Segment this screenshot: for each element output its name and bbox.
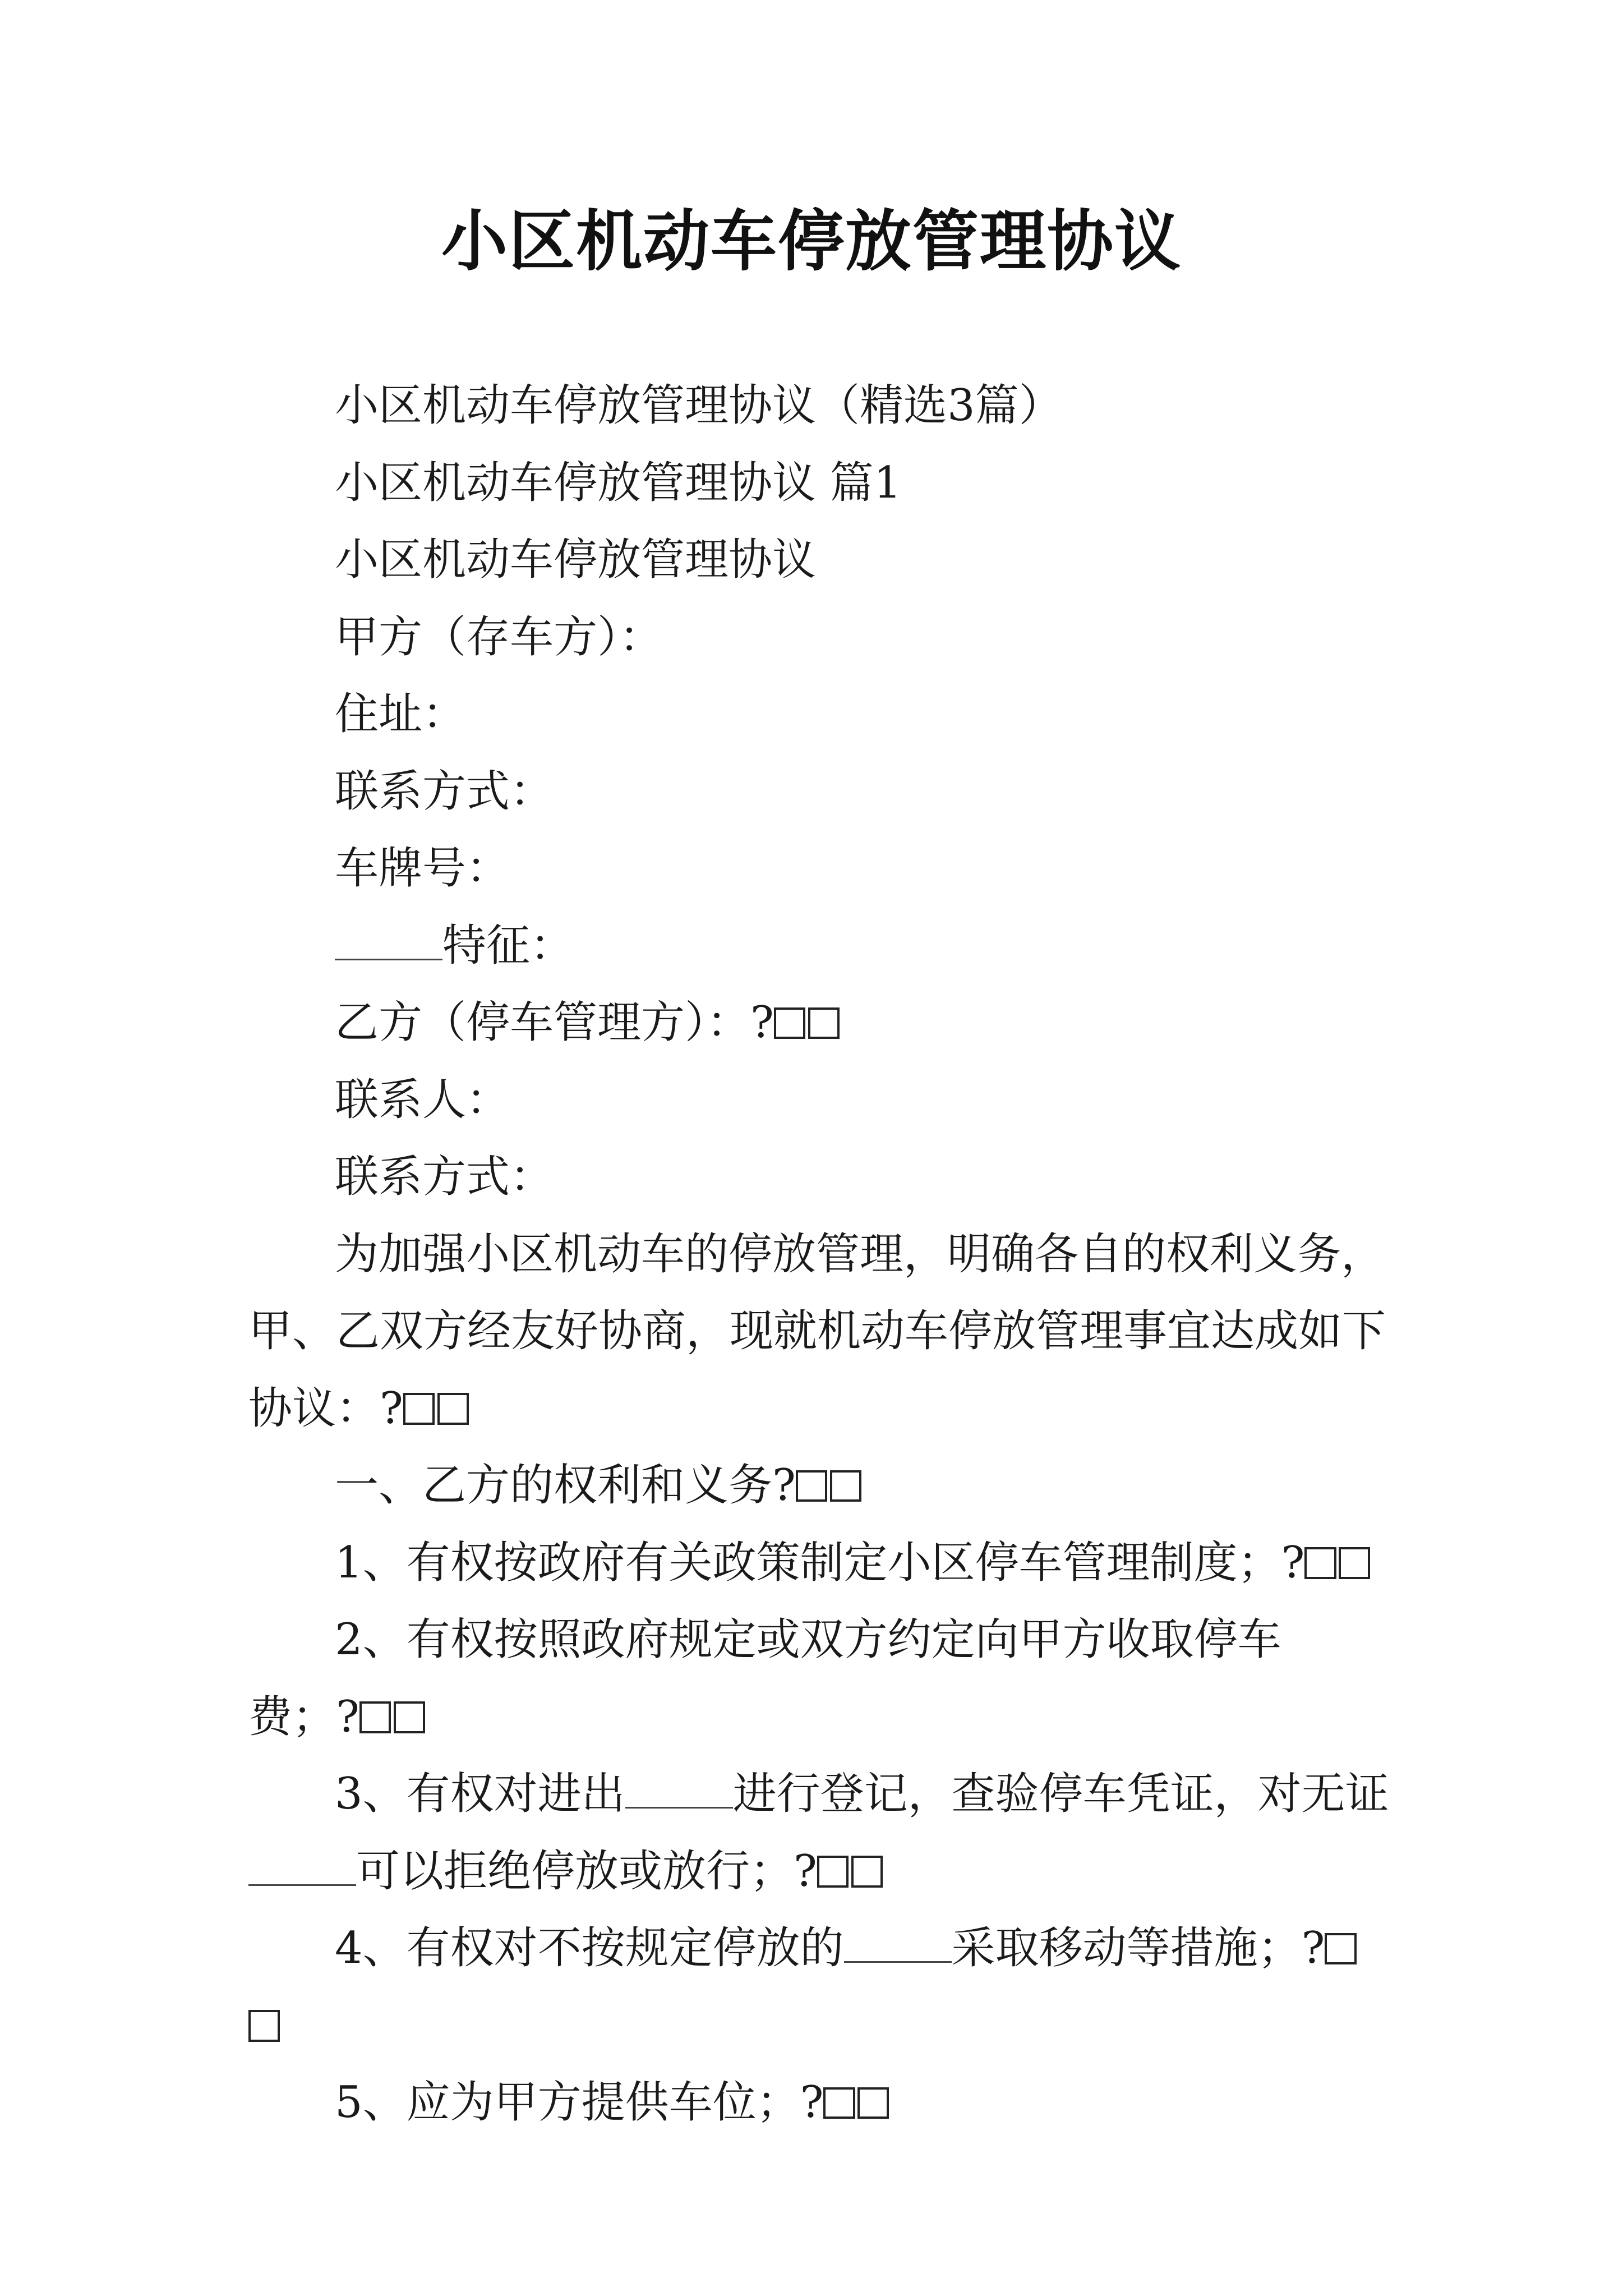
document-title: 小区机动车停放管理协议 [441, 202, 1182, 280]
paragraph-text: 住址： [335, 689, 467, 739]
paragraph-item-5 [248, 2064, 1390, 2142]
paragraph-clause-1-heading [248, 1447, 1390, 1525]
paragraph-preamble [248, 1216, 1390, 1448]
document-body [0, 367, 1623, 2142]
fill-in-blank [335, 915, 442, 960]
paragraph-party-b-person [248, 1062, 1390, 1139]
missing-glyph-box [817, 1856, 849, 1887]
paragraph-item-4 [248, 1910, 1390, 2064]
paragraph-text: 1、有权按政府有关政策制定小区停车管理制度；? [335, 1537, 1305, 1588]
paragraph-item-2 [248, 1602, 1390, 1756]
paragraph-text: 联系方式： [335, 1152, 554, 1202]
paragraph-text: 联系人： [335, 1074, 510, 1125]
paragraph-text: 4、有权对不按规定停放的 [335, 1923, 844, 1973]
missing-glyph-box [796, 1470, 827, 1502]
missing-glyph-box [830, 1470, 861, 1502]
missing-glyph-box [1339, 1547, 1370, 1579]
missing-glyph-box [1325, 1933, 1356, 1964]
missing-glyph-box [248, 2010, 280, 2041]
missing-glyph-box [857, 2087, 889, 2119]
fill-in-blank [844, 1917, 952, 1963]
paragraph-text: 小区机动车停放管理协议 篇1 [335, 457, 902, 508]
paragraph-text: 联系方式： [335, 766, 554, 817]
paragraph-item-3 [248, 1756, 1390, 1910]
paragraph-text: 乙方（停车管理方）：? [335, 997, 774, 1048]
paragraph-item-1 [248, 1525, 1390, 1602]
paragraph-party-a-address [248, 676, 1390, 753]
paragraph-vehicle-feature [248, 908, 1390, 985]
paragraph-text: 5、应为甲方提供车位；? [335, 2077, 824, 2128]
missing-glyph-box [774, 1007, 805, 1039]
missing-glyph-box [851, 1856, 883, 1887]
paragraph-agreement-name [248, 522, 1390, 599]
paragraph-party-a-contact [248, 753, 1390, 831]
paragraph-subtitle [248, 367, 1390, 445]
paragraph-text: 一、乙方的权利和义务? [335, 1460, 796, 1511]
missing-glyph-box [359, 1701, 391, 1733]
missing-glyph-box [394, 1701, 425, 1733]
missing-glyph-box [823, 2087, 855, 2119]
paragraph-text: 采取移动等措施；? [951, 1923, 1325, 1973]
missing-glyph-box [808, 1007, 840, 1039]
paragraph-text: 3、有权对进出 [335, 1769, 625, 1819]
paragraph-text: 进行登记，查验停车凭证，对无证 [732, 1769, 1389, 1819]
fill-in-blank [248, 1841, 356, 1886]
paragraph-plate-number [248, 830, 1390, 908]
paragraph-text: 小区机动车停放管理协议（精选3篇） [335, 380, 1063, 431]
paragraph-text: 为加强小区机动车的停放管理，明确各自的权利义务，甲、乙双方经友好协商，现就机动车停放管理事宜达成如下协议：? [248, 1228, 1386, 1434]
paragraph-party-a [248, 599, 1390, 677]
paragraph-section-heading [248, 445, 1390, 522]
paragraph-text: 特征： [442, 920, 574, 971]
paragraph-text: 2、有权按照政府规定或双方约定向甲方收取停车费；? [248, 1614, 1281, 1742]
missing-glyph-box [1304, 1547, 1336, 1579]
paragraph-text: 可以拒绝停放或放行；? [356, 1846, 817, 1897]
paragraph-text: 车牌号： [335, 843, 510, 894]
paragraph-text: 甲方（存车方）： [335, 611, 663, 662]
missing-glyph-box [437, 1393, 469, 1424]
paragraph-party-b [248, 984, 1390, 1062]
paragraph-party-b-contact [248, 1139, 1390, 1216]
paragraph-text: 小区机动车停放管理协议 [335, 535, 817, 585]
missing-glyph-box [403, 1393, 435, 1424]
fill-in-blank [625, 1763, 733, 1809]
